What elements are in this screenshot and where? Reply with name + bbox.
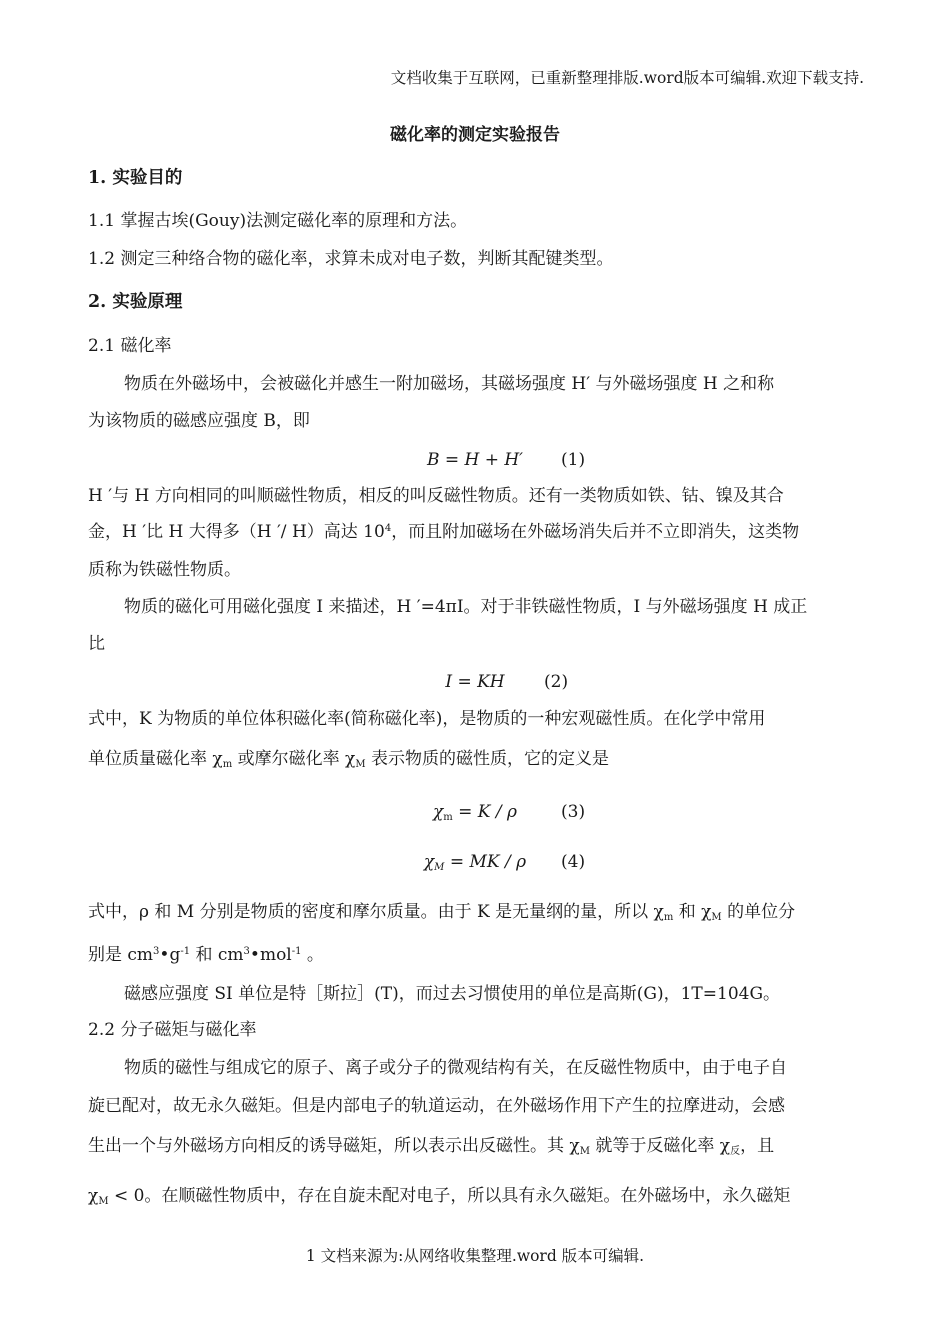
subscript: 反 [730,1146,741,1157]
page-header: 文档收集于互联网，已重新整理排版.word版本可编辑.欢迎下载支持. [390,69,864,87]
paragraph-line: H ′与 H 方向相同的叫顺磁性物质，相反的叫反磁性物质。还有一类物质如铁、钴、镍及其合 [88,486,784,506]
chi-symbol: χ [423,852,435,872]
paragraph-line [88,1185,790,1207]
equation-3 [0,801,950,823]
text-run: 表示物质的磁性质，它的定义是 [365,749,609,769]
text-run: 式中，ρ 和 M 分别是物质的密度和摩尔质量。由于 K 是无量纲的量，所以 χ [88,902,664,922]
subscript: m [663,912,674,923]
section-heading-objectives: 1. 实验目的 [88,168,183,188]
objective-1-2: 1.2 测定三种络合物的磁化率，求算未成对电子数，判断其配键类型。 [88,249,614,269]
paragraph-line: 为该物质的磁感应强度 B，即 [88,411,310,431]
superscript: -1 [180,946,191,957]
equation-2-expr: I = KH [445,672,505,692]
text-run: 和 cm [190,945,244,965]
text-run: ，而且附加磁场在外磁场消失后并不立即消失，这类物 [391,522,800,542]
superscript: 3 [243,946,250,957]
paragraph-line [88,748,609,770]
paragraph-line: 物质的磁性与组成它的原子、离子或分子的微观结构有关，在反磁性物质中，由于电子自 [124,1058,787,1078]
text-run: •mol [249,945,292,965]
superscript: 3 [153,946,160,957]
paragraph-line [88,1135,774,1157]
objective-1-1: 1.1 掌握古埃(Gouy)法测定磁化率的原理和方法。 [88,211,468,231]
text-run: ，且 [740,1136,775,1156]
text-run: 金，H ′比 H 大得多（H ′/ H）高达 10 [88,522,385,542]
paragraph-line: 式中，K 为物质的单位体积磁化率(简称磁化率)，是物质的一种宏观磁性质。在化学中常用 [88,709,766,729]
section-heading-principle: 2. 实验原理 [88,292,183,312]
superscript: -1 [291,946,302,957]
chi-symbol: χ [432,802,444,822]
text-run: 或摩尔磁化率 χ [232,749,356,769]
text-run: 的单位分 [721,902,796,922]
text-run: 生出一个与外磁场方向相反的诱导磁矩，所以表示出反磁性。其 χ [88,1136,580,1156]
paragraph-line [88,521,799,543]
subsection-2-1: 2.1 磁化率 [88,336,172,356]
equation-3-number: (3) [561,802,586,822]
text-run: 别是 cm [88,945,154,965]
subsection-2-2: 2.2 分子磁矩与磁化率 [88,1020,257,1040]
paragraph-line: 比 [88,634,105,654]
subscript: M [711,912,722,923]
subscript: M [355,759,366,770]
paragraph-line: 质称为铁磁性物质。 [88,560,241,580]
equation-4-expr: = MK / ρ [444,852,527,872]
subscript: m [222,759,233,770]
text-run: 就等于反磁化率 χ [589,1136,731,1156]
equation-1-number: (1) [561,450,586,470]
text-run: < 0。在顺磁性物质中，存在自旋未配对电子，所以具有永久磁矩。在外磁场中，永久磁矩 [108,1186,791,1206]
text-run: 和 χ [673,902,712,922]
paragraph-line [88,901,795,923]
equation-1-expr: B = H + H′ [426,450,524,470]
paragraph-line: 磁感应强度 SI 单位是特［斯拉］(T)，而过去习惯使用的单位是高斯(G)，1T=104G。 [124,984,781,1004]
subscript: M [579,1146,590,1157]
superscript: 4 [384,523,392,534]
equation-4 [0,851,950,873]
equation-1 [0,449,950,471]
paragraph-line: 物质的磁化可用磁化强度 I 来描述，H ′=4πI。对于非铁磁性物质，I 与外磁场强度 H 成正 [124,597,808,617]
paragraph-line: 旋已配对，故无永久磁矩。但是内部电子的轨道运动，在外磁场作用下产生的拉摩进动，会感 [88,1096,785,1116]
paragraph-line [88,944,324,966]
subscript: m [443,812,453,823]
chi-symbol: χ [88,1186,99,1206]
subscript: M [98,1196,109,1207]
page-footer: 1 文档来源为:从网络收集整理.word 版本可编辑. [305,1247,645,1265]
text-run: 单位质量磁化率 χ [88,749,223,769]
document-title: 磁化率的测定实验报告 [390,125,560,145]
equation-4-number: (4) [561,852,586,872]
text-run: •g [159,945,181,965]
subscript: M [434,862,445,873]
text-run: 。 [301,945,324,965]
equation-3-expr: = K / ρ [452,802,518,822]
paragraph-line: 物质在外磁场中，会被磁化并感生一附加磁场，其磁场强度 H′ 与外磁场强度 H 之和称 [124,374,775,394]
equation-2 [0,671,950,693]
equation-2-number: (2) [544,672,569,692]
